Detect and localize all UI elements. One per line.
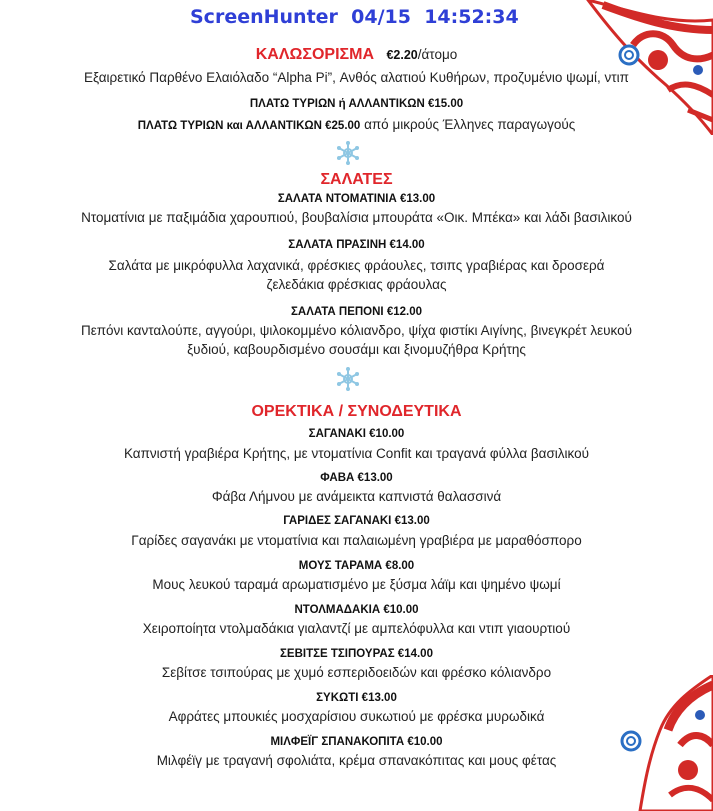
appetizer-liver-desc: Αφράτες μπουκιές μοσχαρίσιου συκωτιού με φρέσκα μυρωδικά — [168, 709, 545, 724]
appetizer-shrimp-desc: Γαρίδες σαγανάκι με ντοματίνια και παλαιωμένη γραβιέρα με μαραθόσπορο — [131, 533, 582, 548]
appetizer-saganaki-name: ΣΑΓΑΝΑΚΙ €10.00 — [308, 428, 405, 440]
appetizer-saganaki-desc: Καπνιστή γραβιέρα Κρήτης, με ντοματίνια Confit και τραγανά φύλλα βασιλικού — [123, 446, 590, 461]
appetizer-taramas-desc: Μους λευκού ταραμά αρωματισμένο με ξύσμα λάϊμ και ψημένο ψωμί — [152, 577, 561, 592]
appetizer-fava-desc: Φάβα Λήμνου με ανάμεικτα καπνιστά θαλασσινά — [211, 489, 502, 504]
appetizer-millefeuille-name: ΜΙΛΦΕΪΓ ΣΠΑΝΑΚΟΠΙΤΑ €10.00 — [270, 736, 443, 748]
salad-tomato-name: ΣΑΛΑΤΑ ΝΤΟΜΑΤΙΝΙΑ €13.00 — [277, 193, 436, 205]
platter-cheese-or-cold-cuts: ΠΛΑΤΩ ΤΥΡΙΩΝ ή ΑΛΛΑΝΤΙΚΩΝ €15.00 — [249, 98, 464, 110]
screenhunter-watermark: ScreenHunter 04/15 14:52:34 — [190, 6, 519, 28]
appetizer-shrimp-name: ΓΑΡΙΔΕΣ ΣΑΓΑΝΑΚΙ €13.00 — [283, 515, 430, 527]
appetizers-section-title: ΟΡΕΚΤΙΚΑ / ΣΥΝΟΔΕΥΤΙΚΑ — [251, 403, 462, 420]
snowflake-divider-icon — [335, 140, 361, 166]
appetizer-ceviche-desc: Σεβίτσε τσιπούρας με χυμό εσπεριδοειδών και φρέσκο κόλιανδρο — [161, 665, 552, 680]
salads-section-title: ΣΑΛΑΤΕΣ — [320, 171, 393, 188]
welcome-heading — [0, 46, 713, 64]
salad-green-desc-line1: Σαλάτα με μικρόφυλλα λαχανικά, φρέσκιες φράουλες, τσιπς γραβιέρας και δροσερά — [108, 258, 605, 273]
appetizer-liver-name: ΣΥΚΩΤΙ €13.00 — [316, 692, 397, 704]
appetizer-millefeuille-desc: Μιλφέϊγ με τραγανή σφολιάτα, κρέμα σπανακόπιτας και μους φέτας — [156, 753, 557, 768]
snowflake-divider-icon — [335, 366, 361, 392]
corner-ornament-top-right — [548, 0, 713, 135]
platter2-name: ΠΛΑΤΩ ΤΥΡΙΩΝ και ΑΛΛΑΝΤΙΚΩΝ €25.00 — [137, 120, 361, 132]
appetizer-fava-name: ΦΑΒΑ €13.00 — [320, 472, 393, 484]
salad-melon-desc-line1: Πεπόνι κανταλούπε, αγγούρι, ψιλοκομμένο κόλιανδρο, ψίχα φιστίκι Αιγίνης, βινεγκρέτ λευκού — [80, 323, 633, 338]
platter-cheese-and-cold-cuts — [0, 116, 713, 134]
appetizer-taramas-name: ΜΟΥΣ ΤΑΡΑΜΑ €8.00 — [298, 560, 415, 572]
appetizer-dolmades-desc: Χειροποίητα ντολμαδάκια γιαλαντζί με αμπελόφυλλα και ντιπ γιαουρτιού — [142, 621, 571, 636]
salad-melon-name: ΣΑΛΑΤΑ ΠΕΠΟΝΙ €12.00 — [291, 306, 422, 318]
welcome-title: ΚΑΛΩΣΟΡΙΣΜΑ — [255, 46, 375, 63]
salad-tomato-desc: Ντοματίνια με παξιμάδια χαρουπιού, βουβαλίσια μπουράτα «Οικ. Μπέκα» και λάδι βασιλικού — [81, 210, 632, 225]
welcome-description: Εξαιρετικό Παρθένο Ελαιόλαδο “Alpha Pi”, Ανθός αλατιού Κυθήρων, προζυμένιο ψωμί, ντιπ — [84, 70, 629, 85]
platter2-origin: από μικρούς Έλληνες παραγωγούς — [360, 117, 576, 132]
salad-green-desc-line2: ζελεδάκια φρέσκιας φράουλας — [266, 277, 447, 292]
welcome-unit: /άτομο — [417, 47, 458, 62]
salad-melon-desc-line2: ξυδιού, καβουρδισμένο σουσάμι και ξινομυζήθρα Κρήτης — [187, 342, 526, 357]
salad-green-name: ΣΑΛΑΤΑ ΠΡΑΣΙΝΗ €14.00 — [288, 239, 425, 251]
welcome-price: €2.20 — [386, 48, 418, 62]
appetizer-dolmades-name: ΝΤΟΛΜΑΔΑΚΙΑ €10.00 — [294, 604, 419, 616]
appetizer-ceviche-name: ΣΕΒΙΤΣΕ ΤΣΙΠΟΥΡΑΣ €14.00 — [280, 648, 433, 660]
